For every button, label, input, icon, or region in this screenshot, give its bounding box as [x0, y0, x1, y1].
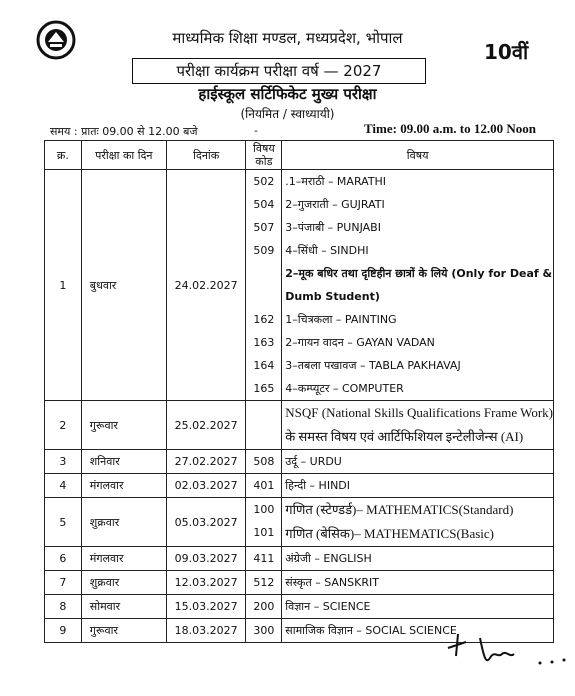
subject-name: 1–चित्रकला – PAINTING [285, 313, 397, 326]
row-codes [246, 401, 282, 450]
row-codes [246, 595, 282, 619]
row-date: 05.03.2027 [166, 498, 246, 547]
subject-code: 508 [253, 455, 275, 468]
exam-title: हाईस्कूल सर्टिफिकेट मुख्य परीक्षा [198, 85, 377, 103]
subject-name: हिन्दी – HINDI [285, 479, 351, 492]
row-subjects [282, 571, 554, 595]
row-subjects [282, 595, 554, 619]
exam-type: (नियमित / स्वाध्यायी) [240, 107, 335, 121]
subject-code: 509 [253, 244, 275, 257]
row-sn: 9 [45, 619, 82, 643]
row-date: 18.03.2027 [166, 619, 246, 643]
row-date: 02.03.2027 [166, 474, 246, 498]
row-sn: 7 [45, 571, 82, 595]
row-codes [246, 619, 282, 643]
signature-icon [440, 628, 570, 678]
row-date: 12.03.2027 [166, 571, 246, 595]
time-english: Time: 09.00 a.m. to 12.00 Noon [364, 121, 537, 136]
time-hindi: समय : प्रातः 09.00 से 12.00 बजे [50, 125, 198, 138]
table-row [45, 170, 554, 401]
row-date: 27.02.2027 [166, 450, 246, 474]
exam-program-box: परीक्षा कार्यक्रम परीक्षा वर्ष — 2027 [132, 58, 426, 84]
subject-code [246, 401, 281, 424]
subject-name: गणित (स्टेण्डर्ड)– MATHEMATICS(Standard) [285, 502, 514, 517]
subject-name: उर्दू – URDU [285, 455, 342, 468]
row-sn: 4 [45, 474, 82, 498]
row-day: शनिवार [81, 450, 166, 474]
row-day: मंगलवार [81, 474, 166, 498]
subject-code: 401 [253, 479, 275, 492]
row-subjects [282, 547, 554, 571]
table-row [45, 498, 554, 547]
row-date: 09.03.2027 [166, 547, 246, 571]
table-row [45, 401, 554, 450]
header-subject: विषय [282, 141, 554, 170]
subject-code: 512 [253, 576, 275, 589]
subject-name: 4–सिंधी – SINDHI [285, 244, 369, 257]
row-codes [246, 571, 282, 595]
subject-name: संस्कृत – SANSKRIT [285, 576, 379, 589]
subject-name: Dumb Student) [285, 290, 380, 303]
subject-code: 502 [253, 175, 275, 188]
subject-code: 200 [253, 600, 275, 613]
subject-name: सामाजिक विज्ञान – SOCIAL SCIENCE [285, 624, 457, 637]
table-row [45, 547, 554, 571]
row-day: गुरूवार [81, 619, 166, 643]
row-sn: 3 [45, 450, 82, 474]
subject-code: 504 [253, 198, 275, 211]
table-row [45, 571, 554, 595]
table-header-row [45, 141, 554, 170]
subject-name: 3–तबला पखावज – TABLA PAKHAVAJ [285, 359, 461, 372]
subject-code: 300 [253, 624, 275, 637]
subject-code [246, 424, 281, 447]
subject-name: 2–मूक बधिर तथा दृष्टिहीन छात्रों के लिये (Only for Deaf & [285, 267, 553, 280]
header-sn: क्र. [45, 141, 82, 170]
subject-name: गणित (बेसिक)– MATHEMATICS(Basic) [285, 526, 494, 541]
row-date: 15.03.2027 [166, 595, 246, 619]
row-sn: 5 [45, 498, 82, 547]
subject-name: अंग्रेजी – ENGLISH [285, 552, 372, 565]
subject-code [246, 262, 281, 285]
subject-code: 101 [253, 526, 275, 539]
time-separator: - [254, 124, 258, 137]
row-day: सोमवार [81, 595, 166, 619]
board-name: माध्यमिक शिक्षा मण्डल, मध्यप्रदेश, भोपाल [172, 29, 403, 47]
subject-code: 100 [253, 503, 275, 516]
header-code: विषय कोड [246, 141, 282, 170]
row-day: मंगलवार [81, 547, 166, 571]
subject-code: 163 [253, 336, 275, 349]
row-subjects [282, 401, 554, 450]
subject-name: के समस्त विषय एवं आर्टिफिशियल इन्टेलीजेन्स (AI) [285, 429, 524, 444]
row-codes [246, 474, 282, 498]
row-sn: 2 [45, 401, 82, 450]
row-sn: 1 [45, 170, 82, 401]
row-day: बुधवार [81, 170, 166, 401]
header-day: परीक्षा का दिन [81, 141, 166, 170]
subject-name: 2–गुजराती – GUJRATI [285, 198, 385, 211]
row-subjects [282, 498, 554, 547]
table-row [45, 474, 554, 498]
row-subjects [282, 170, 554, 401]
row-codes [246, 170, 282, 401]
subject-name: 3–पंजाबी – PUNJABI [285, 221, 381, 234]
subject-name: .1–मराठी – MARATHI [285, 175, 387, 188]
exam-schedule-table [44, 140, 554, 643]
subject-code: 507 [253, 221, 275, 234]
row-codes [246, 450, 282, 474]
subject-code: 164 [253, 359, 275, 372]
subject-name: 2–गायन वादन – GAYAN VADAN [285, 336, 435, 349]
subject-name: विज्ञान – SCIENCE [285, 600, 371, 613]
row-subjects [282, 474, 554, 498]
subject-code: 411 [253, 552, 275, 565]
row-sn: 6 [45, 547, 82, 571]
row-codes [246, 547, 282, 571]
row-day: शुक्रवार [81, 571, 166, 595]
table-row [45, 450, 554, 474]
row-codes [246, 498, 282, 547]
subject-code: 162 [253, 313, 275, 326]
table-row [45, 595, 554, 619]
subject-code [246, 285, 281, 308]
subject-code: 165 [253, 382, 275, 395]
row-subjects [282, 450, 554, 474]
header-date: दिनांक [166, 141, 246, 170]
row-sn: 8 [45, 595, 82, 619]
table-body [45, 170, 554, 643]
subject-name: NSQF (National Skills Qualifications Frame Work) [285, 405, 553, 420]
row-date: 25.02.2027 [166, 401, 246, 450]
row-day: शुक्रवार [81, 498, 166, 547]
grade-label: 10वीं [484, 40, 529, 64]
row-day: गुरूवार [81, 401, 166, 450]
subject-name: 4–कम्प्यूटर – COMPUTER [285, 382, 404, 395]
row-date: 24.02.2027 [166, 170, 246, 401]
